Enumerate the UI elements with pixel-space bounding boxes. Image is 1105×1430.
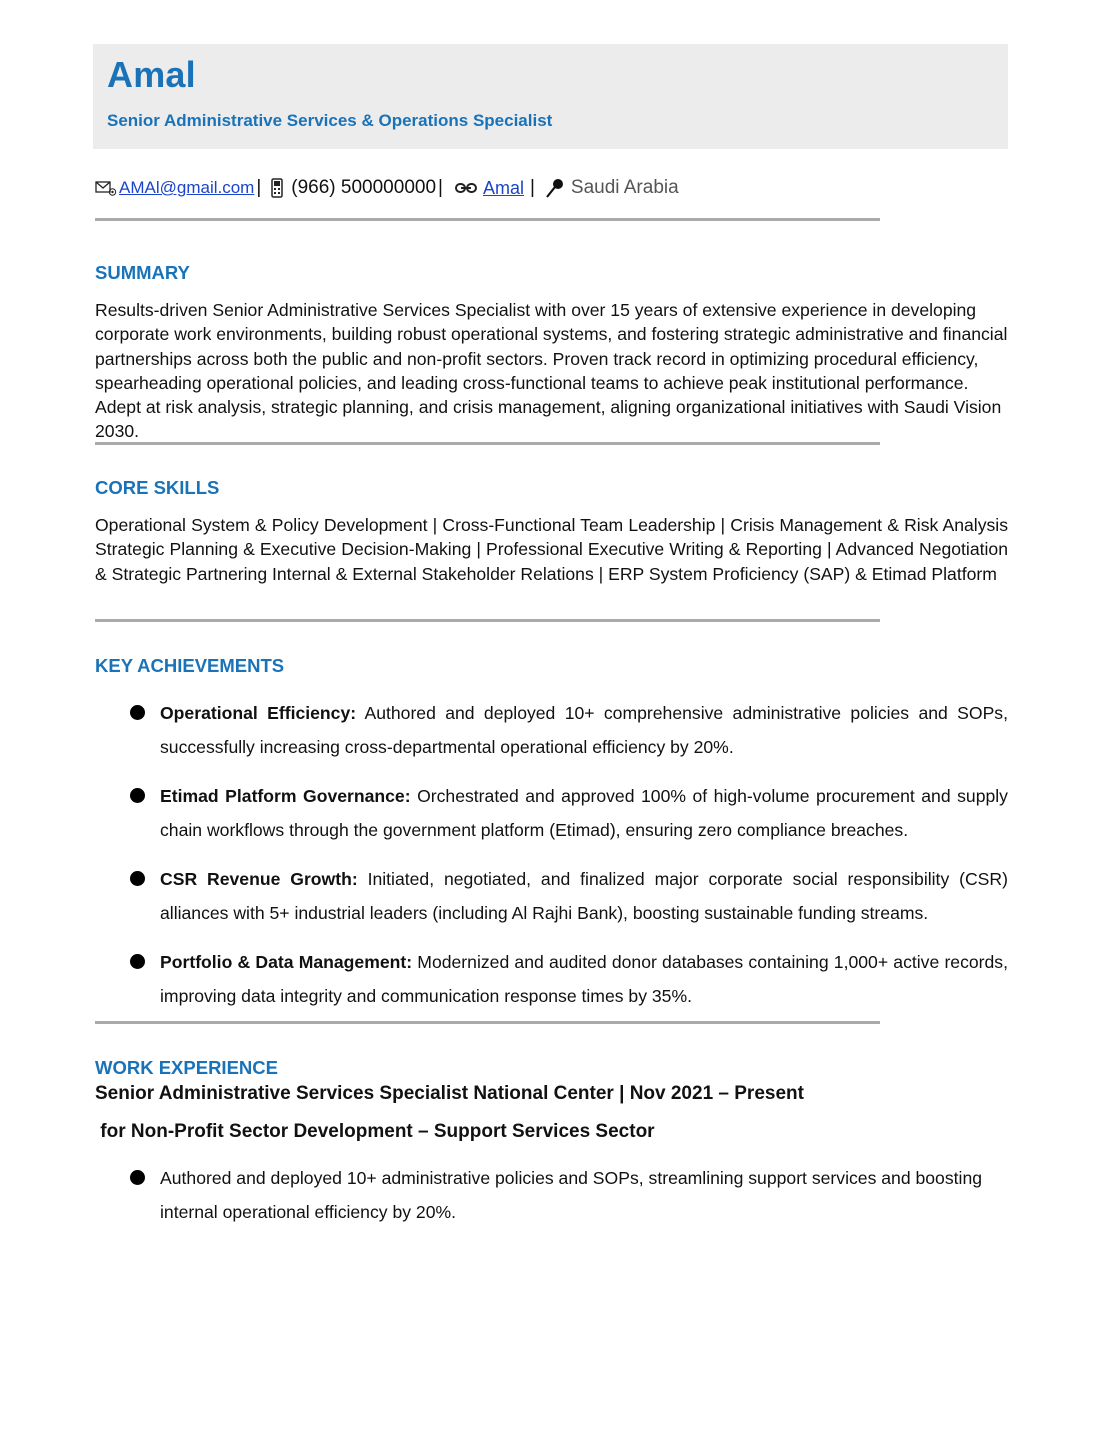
job-organization-line: for Non-Profit Sector Development – Support Services Sector bbox=[95, 1121, 655, 1142]
phone-icon bbox=[271, 178, 283, 198]
candidate-name: Amal bbox=[107, 54, 196, 95]
achievement-text: Authored and deployed 10+ comprehensive administrative policies and SOPs, successfully increasing cross-departmental operational efficiency by 20%. bbox=[160, 703, 1008, 757]
profile-link[interactable]: Amal bbox=[482, 177, 524, 198]
header-band bbox=[93, 44, 1008, 149]
achievement-label: Operational Efficiency: bbox=[160, 703, 357, 723]
divider bbox=[95, 619, 880, 622]
separator: | bbox=[438, 177, 443, 198]
achievement-label: Portfolio & Data Management: bbox=[160, 952, 413, 972]
core-skills-heading: CORE SKILLS bbox=[95, 477, 220, 498]
achievement-label: CSR Revenue Growth: bbox=[160, 869, 358, 889]
achievement-text: Modernized and audited donor databases containing 1,000+ active records, improving data integrity and communication response times by 35%. bbox=[160, 952, 1008, 1006]
summary-heading: SUMMARY bbox=[95, 262, 190, 283]
separator: | bbox=[256, 177, 262, 198]
bullet-icon bbox=[130, 954, 145, 969]
location: Saudi Arabia bbox=[570, 177, 679, 198]
bullet-icon bbox=[130, 788, 145, 803]
location-pin-icon bbox=[545, 178, 565, 198]
divider bbox=[95, 442, 880, 445]
separator: | bbox=[529, 177, 535, 198]
divider bbox=[95, 1021, 880, 1024]
experience-heading: WORK EXPERIENCE bbox=[95, 1057, 278, 1078]
core-skills-text: Operational System & Policy Development | Cross-Functional Team Leadership | Crisis Management & Risk Analysis Strategic Planning & Executive Decision-Making | Professional Executive Writing & Reporting | Advanced Negotiation & Strategic Partnering Internal & External Stakeholder Relations | ERP System Proficiency (SAP) & Etimad Platform bbox=[95, 515, 1008, 584]
achievement-label: Etimad Platform Governance: bbox=[160, 786, 411, 806]
experience-bullet-text: Authored and deployed 10+ administrative policies and SOPs, streamlining support services and boosting internal operational efficiency by 20%. bbox=[160, 1168, 983, 1222]
achievement-item bbox=[95, 779, 1008, 847]
achievements-heading: KEY ACHIEVEMENTS bbox=[95, 655, 285, 676]
experience-bullets bbox=[95, 1161, 1008, 1229]
envelope-icon bbox=[95, 180, 117, 196]
achievement-item bbox=[95, 696, 1008, 764]
achievement-item bbox=[95, 862, 1008, 930]
bullet-icon bbox=[130, 1170, 145, 1185]
link-icon bbox=[455, 182, 477, 194]
job-title-line: Senior Administrative Services Specialist National Center | Nov 2021 – Present bbox=[95, 1083, 804, 1104]
bullet-icon bbox=[130, 705, 145, 720]
bullet-icon bbox=[130, 871, 145, 886]
achievement-text: Orchestrated and approved 100% of high-volume procurement and supply chain workflows through the government platform (Etimad), ensuring zero compliance breaches. bbox=[160, 786, 1008, 840]
summary-text: Results-driven Senior Administrative Services Specialist with over 15 years of extensive experience in developing corporate work environments, building robust operational systems, and fostering strategic administrative and financial partnerships across both the public and non-profit sectors. Proven track record in optimizing procedural efficiency, spearheading operational policies, and leading cross-functional teams to achieve peak institutional performance. Adept at risk analysis, strategic planning, and crisis management, aligning organizational initiatives with Saudi Vision 2030. bbox=[95, 300, 1008, 442]
divider bbox=[95, 218, 880, 221]
contact-line bbox=[95, 175, 679, 201]
achievement-item bbox=[95, 945, 1008, 1013]
experience-bullet bbox=[95, 1161, 1008, 1229]
phone-number: (966) 500000000 bbox=[291, 177, 437, 198]
candidate-title: Senior Administrative Services & Operations Specialist bbox=[107, 111, 553, 130]
achievements-list bbox=[95, 696, 1008, 1013]
email-link[interactable]: AMAl@gmail.com bbox=[119, 178, 255, 197]
achievement-text: Initiated, negotiated, and finalized major corporate social responsibility (CSR) alliances with 5+ industrial leaders (including Al Rajhi Bank), boosting sustainable funding streams. bbox=[160, 869, 1008, 923]
